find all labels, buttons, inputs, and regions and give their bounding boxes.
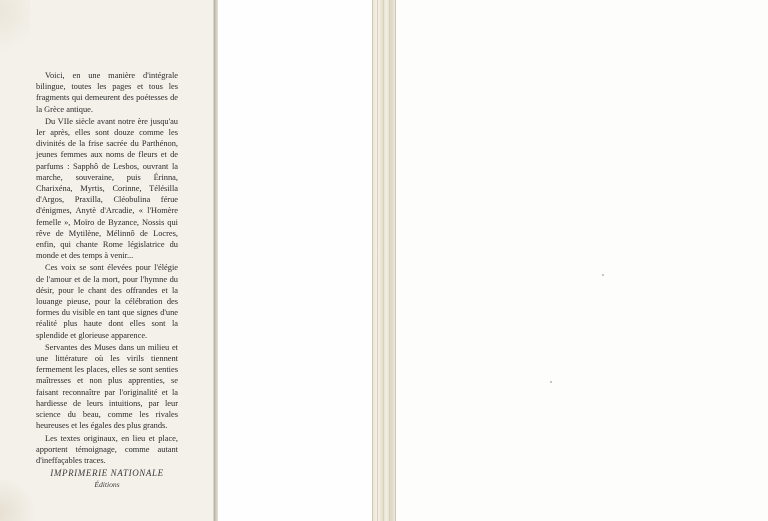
page-edge-line xyxy=(389,0,390,521)
flap-paragraph-5: Les textes originaux, en lieu et place, apportent témoignage, comme autant d'ineffaçables traces. xyxy=(36,433,178,465)
flap-paragraph-3: Ces voix se sont élevées pour l'élégie de l'amour et de la mort, pour l'hymne du désir, pour le chant des offrandes et la louange pieuse, pour la célébration des formes du visible en tant que signes d'une réalité plus haute dont elles sont la splendide et glorieuse apparence. xyxy=(36,263,178,340)
blank-right-page xyxy=(396,0,768,521)
blank-endpaper xyxy=(218,0,372,521)
page-edge-line xyxy=(377,0,378,521)
flap-text-block xyxy=(36,70,178,466)
flap-paragraph-2: Du VIIe siècle avant notre ère jusqu'au Ier après, elles sont douze comme les divinités de la frise sacrée du Parthénon, jeunes femmes aux noms de fleurs et de parfums : Sapphô de Lesbos, ouvrant la marche, souveraine, puis Érinna, Charixéna, Myrtis, Corinne, Télésilla d'Argos, Praxilla, Cléobulina férue d'énigmes, Anytè d'Arcadie, « l'Homère femelle », Moïro de Byzance, Nossis qui rêve de Mytilène, Mélinnô de Locres, enfin, qui chante Rome législatrice du monde et des temps à venir... xyxy=(36,116,178,261)
book-spine-edge xyxy=(372,0,396,521)
paper-stain xyxy=(0,480,40,521)
flap-paragraph-1: Voici, en une manière d'intégrale bilingue, toutes les pages et tous les fragments qui demeurent des poétesses de la Grèce antique. xyxy=(36,71,178,114)
paper-stain xyxy=(0,0,30,60)
publisher-name: IMPRIMERIE NATIONALE xyxy=(50,468,164,478)
publisher-imprint xyxy=(36,468,178,489)
flap-paragraph-4: Servantes des Muses dans un milieu et une littérature où les virils tiennent fermement les places, elles se sont senties maîtresses et non plus apprenties, se faisant reconnaître par l'originalité et la hardiesse de leurs intuitions, par leur science du beau, comme les rivales heureuses et les égales des plus grands. xyxy=(36,342,178,431)
page-edge-line xyxy=(383,0,384,521)
paper-speck xyxy=(602,274,604,276)
paper-speck xyxy=(550,381,552,383)
publisher-imprint-label: Éditions xyxy=(94,480,120,489)
jacket-flap xyxy=(0,0,214,521)
